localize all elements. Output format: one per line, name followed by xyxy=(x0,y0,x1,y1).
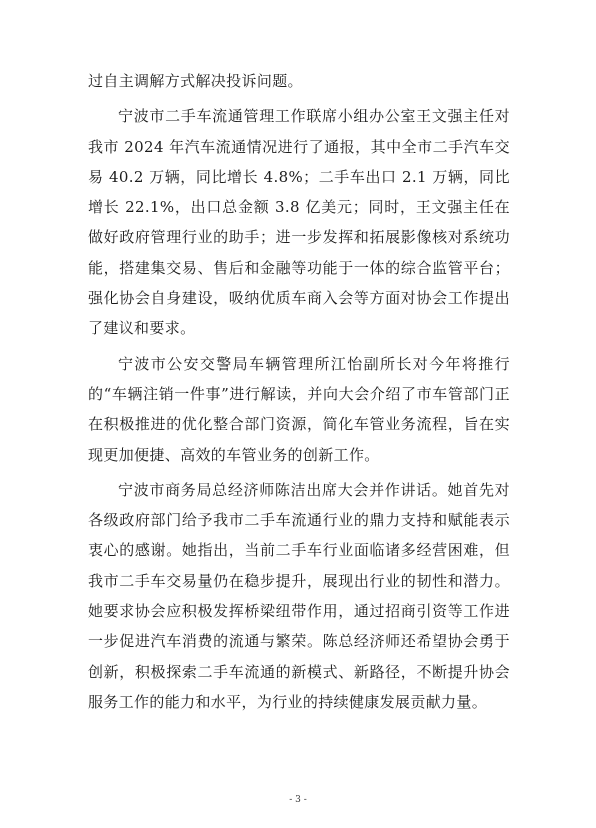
body-text xyxy=(88,66,510,717)
paragraph-vehicle-deregistration: 宁波市公安交警局车辆管理所江怡副所长对今年将推行的“车辆注销一件事”进行解读，并向大会介绍了市车管部门正在积极推进的优化整合部门资源，简化车管业务流程，旨在实现更加便捷、高效的车管业务的创新工作。 xyxy=(88,354,510,464)
paragraph-continuation: 过自主调解方式解决投诉问题。 xyxy=(88,72,303,90)
paragraph-circulation-report: 宁波市二手车流通管理工作联席小组办公室王文强主任对我市 2024 年汽车流通情况进行了通报，其中全市二手汽车交易 40.2 万辆，同比增长 4.8%；二手车出口 2.1 万辆，同比增长 22.1%，出口总金额 3.8 亿美元；同时，王文强主任在做好政府管理行业的助手；进一步发挥和拓展影像核对系统功能，搭建集交易、售后和金融等功能于一体的综合监管平台；强化协会自身建设，吸纳优质车商入会等方面对协会工作提出了建议和要求。 xyxy=(88,107,510,338)
page-number: - 3 - xyxy=(289,795,307,805)
paragraph-commerce-bureau-speech: 宁波市商务局总经济师陈洁出席大会并作讲话。她首先对各级政府部门给予我市二手车流通行业的鼎力支持和赋能表示衷心的感谢。她指出，当前二手车行业面临诸多经营困难，但我市二手车交易量仍在稳步提升，展现出行业的韧性和潜力。她要求协会应积极发挥桥梁纽带作用，通过招商引资等工作进一步促进汽车消费的流通与繁荣。陈总经济师还希望协会勇于创新，积极探索二手车流通的新模式、新路径，不断提升协会服务工作的能力和水平，为行业的持续健康发展贡献力量。 xyxy=(88,480,510,711)
